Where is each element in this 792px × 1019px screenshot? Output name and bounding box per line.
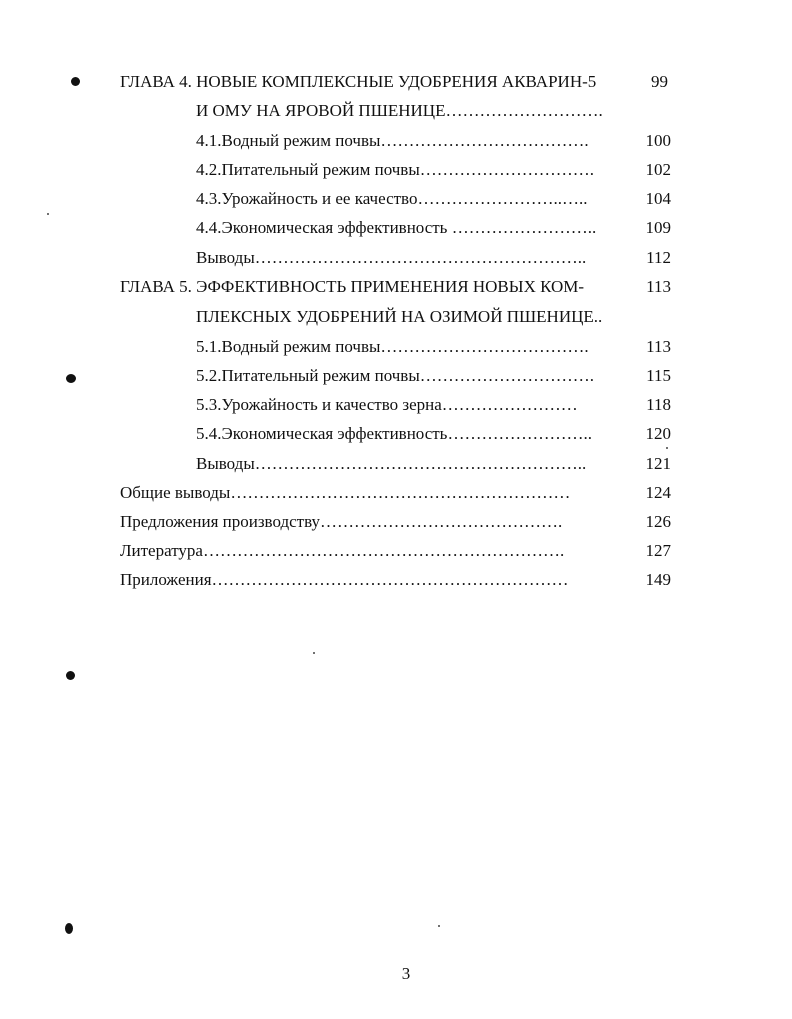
toc-page-number: 100 [645, 131, 671, 150]
toc-entry-4-1: 4.1.Водный режим почвы………………………………. [196, 131, 589, 150]
toc-entry-4-4: 4.4.Экономическая эффективность …………………….. [196, 218, 597, 237]
toc-page-number: 102 [645, 160, 671, 179]
scan-speck [47, 213, 49, 215]
toc-page-number: 113 [646, 277, 671, 296]
toc-page-number: 112 [646, 248, 671, 267]
toc-entry-5-4: 5.4.Экономическая эффективность…………………….. [196, 424, 592, 443]
toc-entry-5-conclusions: Выводы………………………………………………….. [196, 454, 587, 473]
toc-entry-4-2: 4.2.Питательный режим почвы…………………………. [196, 160, 594, 179]
toc-entry-5-2: 5.2.Питательный режим почвы…………………………. [196, 366, 594, 385]
toc-entry-4-conclusions: Выводы………………………………………………….. [196, 248, 587, 267]
toc-page-number: 127 [645, 541, 671, 560]
toc-page-number: 115 [646, 366, 671, 385]
scan-mark-dot [66, 671, 75, 680]
toc-page-number: 99 [651, 72, 668, 91]
toc-page-number: 126 [645, 512, 671, 531]
toc-chapter-4-title-cont: И ОМУ НА ЯРОВОЙ ПШЕНИЦЕ………………………. [196, 101, 603, 120]
toc-page-number: 121 [645, 454, 671, 473]
toc-chapter-4-title: ГЛАВА 4. НОВЫЕ КОМПЛЕКСНЫЕ УДОБРЕНИЯ АКВАРИН-5 [120, 72, 597, 91]
scan-mark-dot [71, 77, 80, 86]
page-number: 3 [401, 964, 411, 983]
toc-entry-5-1: 5.1.Водный режим почвы………………………………. [196, 337, 589, 356]
scan-speck [438, 925, 440, 927]
scan-speck [313, 652, 315, 654]
toc-entry-general-conclusions: Общие выводы…………………………………………………… [120, 483, 571, 502]
toc-chapter-5-title-cont: ПЛЕКСНЫХ УДОБРЕНИЙ НА ОЗИМОЙ ПШЕНИЦЕ.. [196, 307, 603, 326]
toc-page-number: 124 [645, 483, 671, 502]
toc-page-number: 109 [645, 218, 671, 237]
toc-page-number: 118 [646, 395, 671, 414]
toc-entry-literature: Литература………………………………………………………. [120, 541, 565, 560]
toc-entry-5-3: 5.3.Урожайность и качество зерна…………………… [196, 395, 578, 414]
toc-entry-appendix: Приложения……………………………………………………… [120, 570, 569, 589]
toc-chapter-5-title: ГЛАВА 5. ЭФФЕКТИВНОСТЬ ПРИМЕНЕНИЯ НОВЫХ КОМ- [120, 277, 585, 296]
toc-page-number: 149 [645, 570, 671, 589]
toc-page-number: 120 [645, 424, 671, 443]
toc-entry-proposals: Предложения производству……………………………………. [120, 512, 563, 531]
toc-page-number: 104 [645, 189, 671, 208]
toc-page-number: 113 [646, 337, 671, 356]
scan-mark-dot [66, 374, 76, 383]
toc-entry-4-3: 4.3.Урожайность и ее качество……………………..….. [196, 189, 588, 208]
scan-mark-dot [65, 923, 73, 934]
scan-speck [666, 447, 668, 449]
